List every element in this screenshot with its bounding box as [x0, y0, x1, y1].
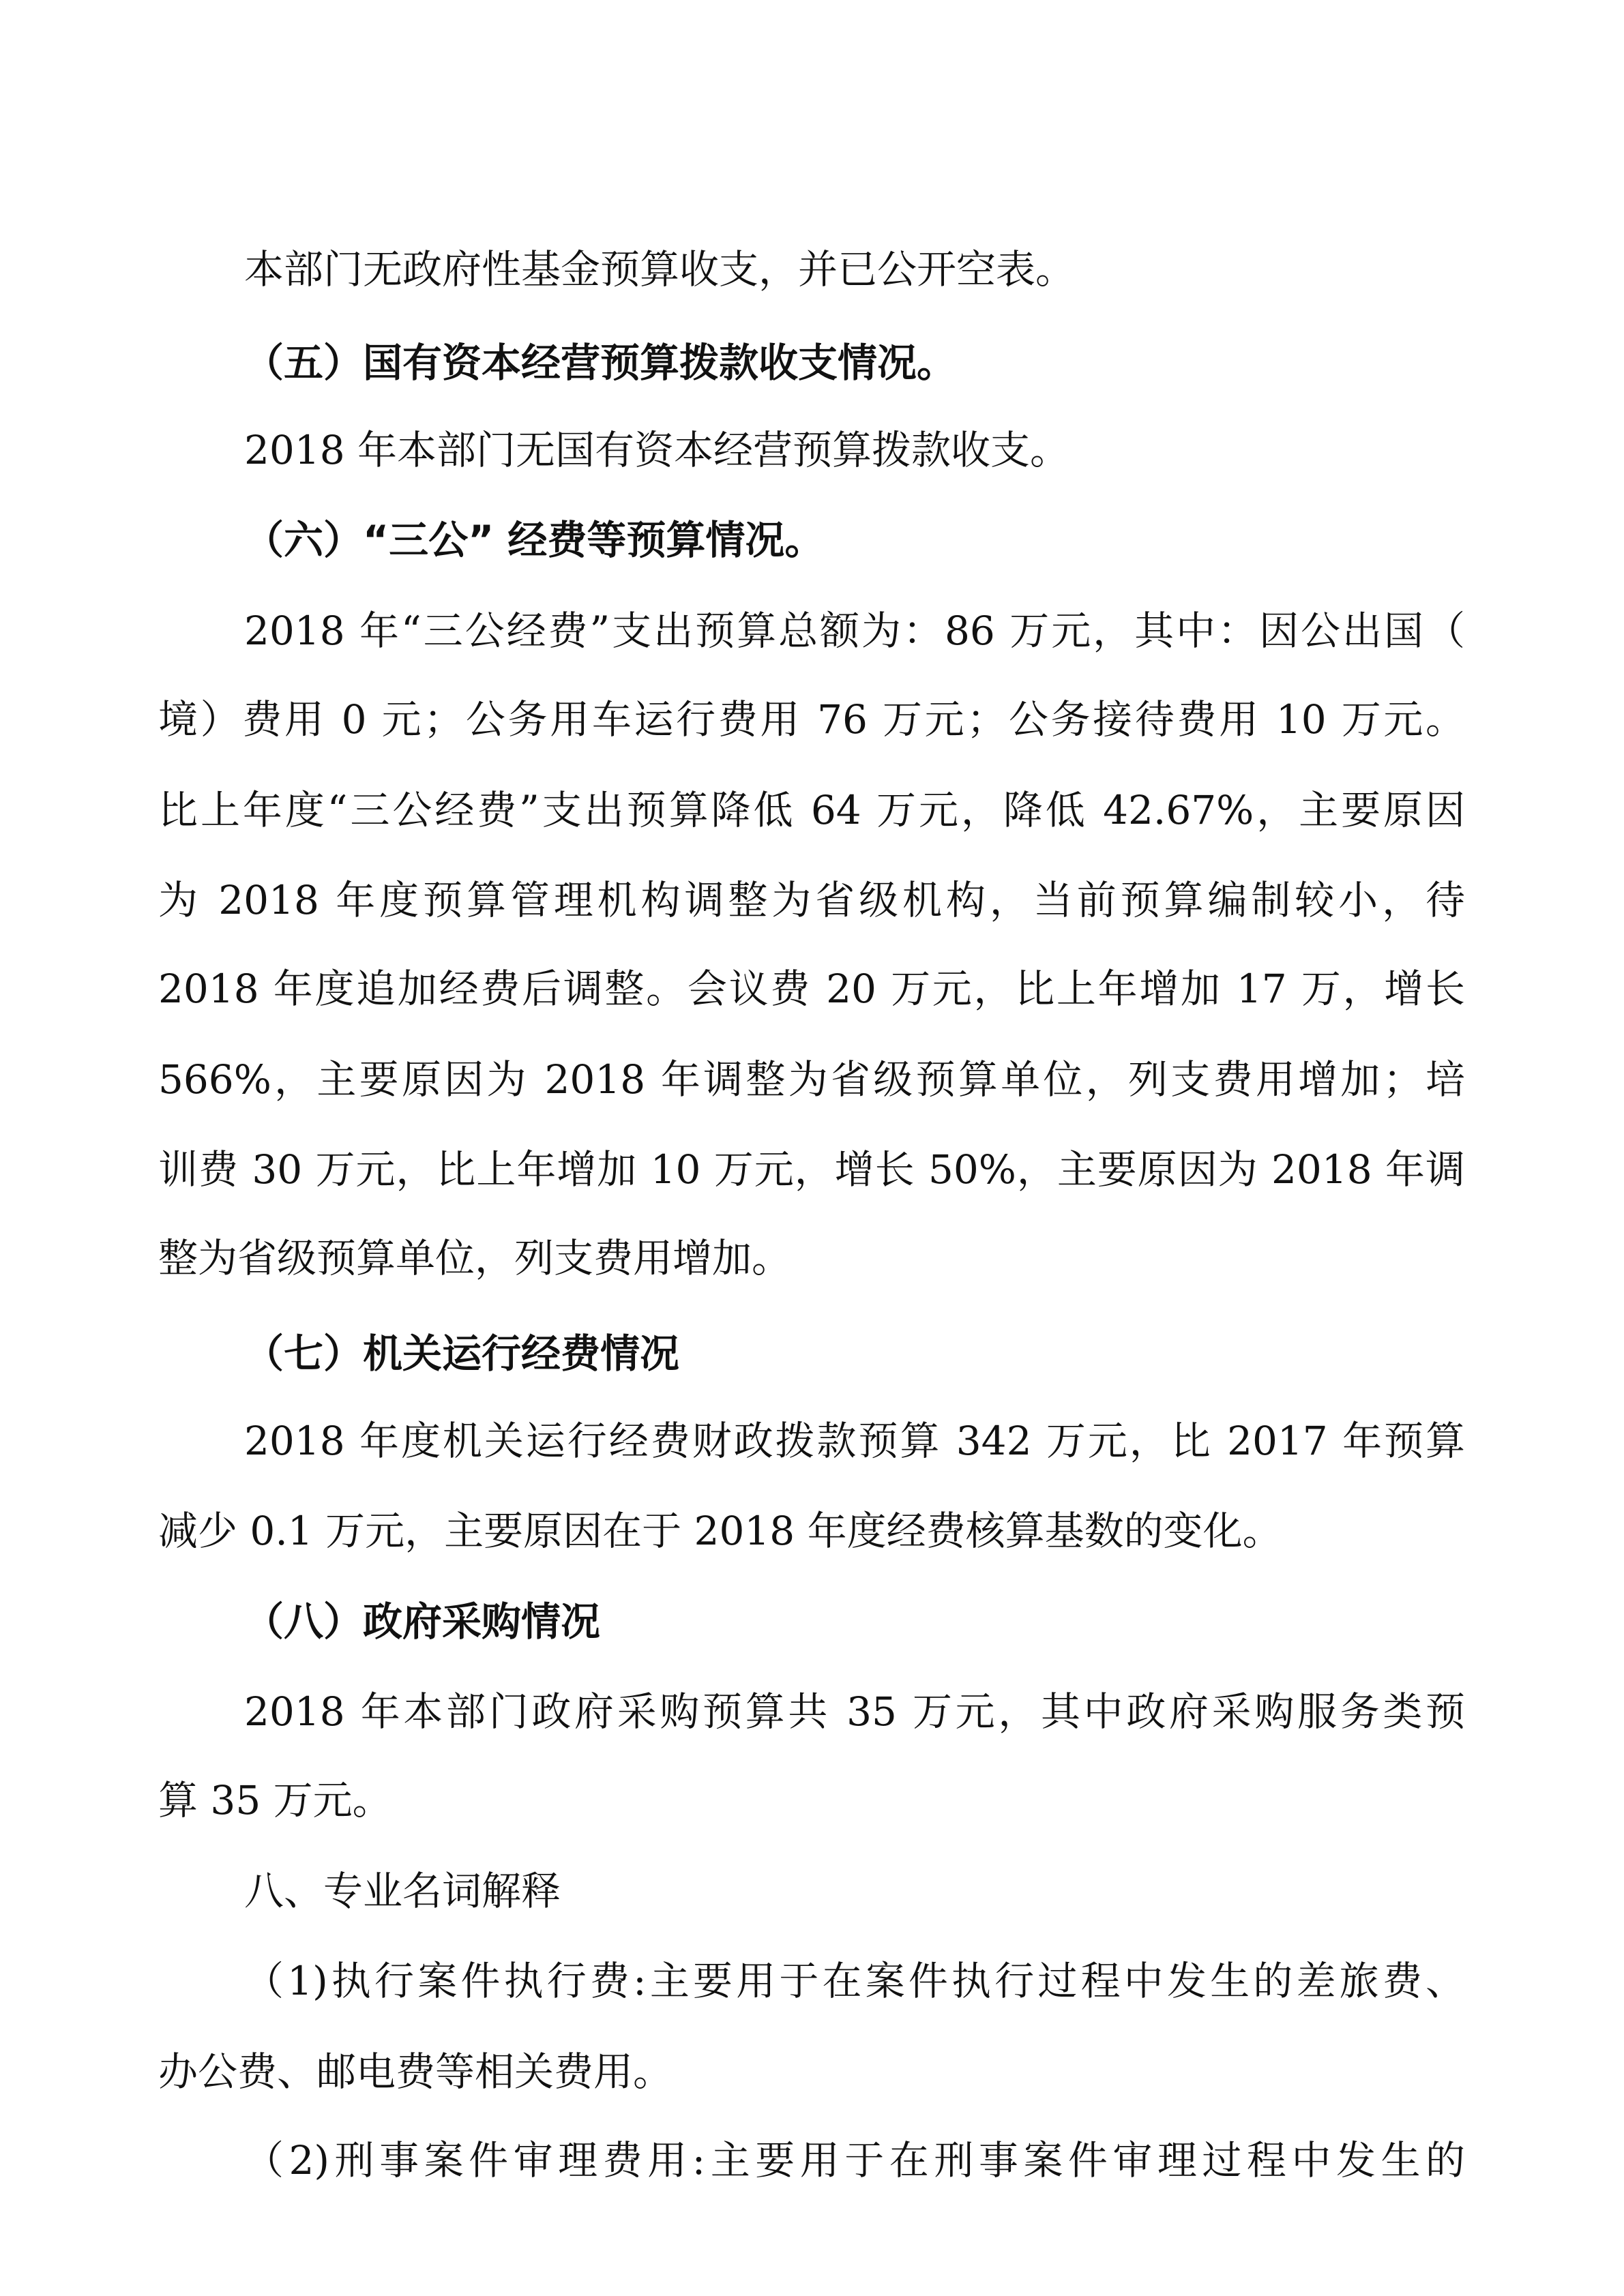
- paragraph-line: 2018 年度机关运行经费财政拨款预算 342 万元，比 2017 年预算: [244, 1418, 1465, 1464]
- paragraph-line: 2018 年本部门政府采购预算共 35 万元，其中政府采购服务类预: [244, 1688, 1465, 1735]
- paragraph-line: （1)执行案件执行费:主要用于在案件执行过程中发生的差旅费、: [244, 1958, 1465, 2004]
- paragraph-line: 2018 年本部门无国有资本经营预算拨款收支。: [244, 427, 1070, 473]
- paragraph-line: 2018 年“三公经费”支出预算总额为：86 万元，其中：因公出国（: [244, 608, 1465, 654]
- paragraph-line: 比上年度“三公经费”支出预算降低 64 万元，降低 42.67%，主要原因: [158, 787, 1465, 833]
- paragraph-line: 训费 30 万元，比上年增加 10 万元，增长 50%，主要原因为 2018 年调: [158, 1146, 1465, 1193]
- paragraph-line: 为 2018 年度预算管理机构调整为省级机构，当前预算编制较小，待: [158, 877, 1465, 923]
- paragraph-line: 本部门无政府性基金预算收支，并已公开空表。: [244, 246, 1076, 293]
- section-heading: 八、专业名词解释: [244, 1868, 561, 1914]
- section-heading: （七）机关运行经费情况: [244, 1330, 680, 1377]
- section-heading: （五）国有资本经营预算拨款收支情况。: [244, 340, 957, 386]
- paragraph-line: 减少 0.1 万元，主要原因在于 2018 年度经费核算基数的变化。: [158, 1508, 1282, 1554]
- paragraph-line: 算 35 万元。: [158, 1777, 392, 1823]
- paragraph-line: （2)刑事案件审理费用:主要用于在刑事案件审理过程中发生的: [244, 2137, 1465, 2183]
- section-heading: （六）“三公” 经费等预算情况。: [244, 517, 825, 563]
- paragraph-line: 2018 年度追加经费后调整。会议费 20 万元，比上年增加 17 万，增长: [158, 966, 1465, 1012]
- paragraph-line: 整为省级预算单位，列支费用增加。: [158, 1235, 792, 1281]
- paragraph-line: 境）费用 0 元；公务用车运行费用 76 万元；公务接待费用 10 万元。: [158, 696, 1465, 743]
- paragraph-line: 566%，主要原因为 2018 年调整为省级预算单位，列支费用增加；培: [158, 1056, 1465, 1103]
- section-heading: （八）政府采购情况: [244, 1598, 601, 1645]
- paragraph-line: 办公费、邮电费等相关费用。: [158, 2048, 673, 2095]
